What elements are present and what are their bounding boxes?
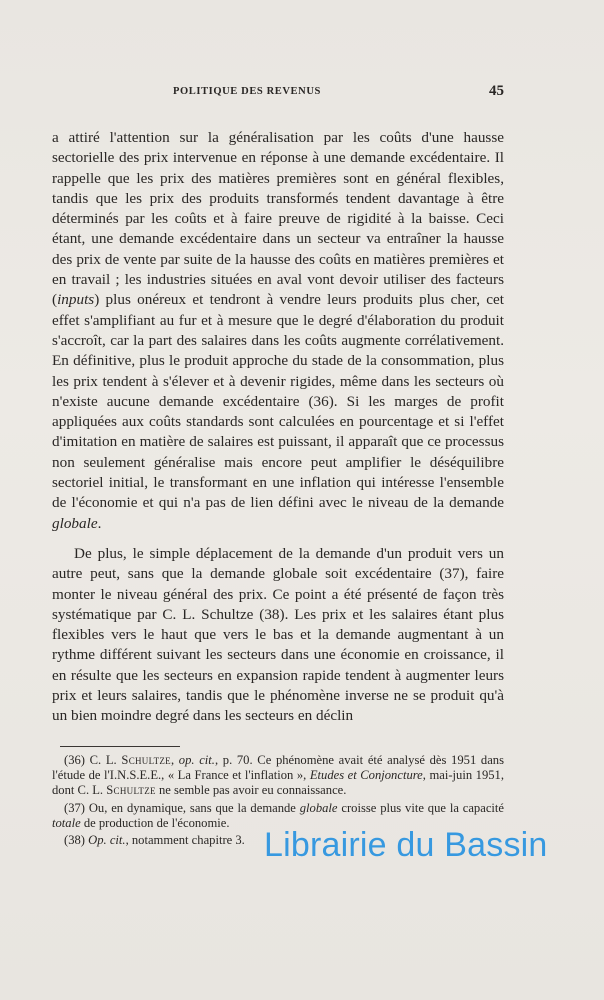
- paragraph-1-part-2: ) plus onéreux et tendront à vendre leurs produits plus cher, cet effet s'amplifiant au fur et à mesure que le degré d'élaboration du produit s'accroît, car la part des salaires dans les coûts augmente corrélativement. En définitive, plus le produit approche du stade de la consommation, plus les prix tendent à s'élever et à devenir rigides, même dans les secteurs où n'existe aucune demande excédentaire (36). Si les marges de profit appliquées aux coûts standards sont calculées en pourcentage et si l'effet d'imitation en matière de salaires est puissant, il apparaît que ce processus non seulement généralise mais encore peut amplifier le déséquilibre sectoriel initial, le transformant en une inflation qui intéresse l'ensemble de l'économie et qui n'a pas de lien défini avec le niveau de la demande: [52, 291, 504, 512]
- fn37-globale: globale: [299, 800, 338, 815]
- seller-watermark: Librairie du Bassin: [264, 826, 548, 864]
- fn38-a: (38): [64, 833, 89, 848]
- paragraph-1-part-1: a attiré l'attention sur la généralisation par les coûts d'une hausse sectorielle des prix intervenue en réponse à une demande excédentaire. Il rappelle que les prix des matières premières sont en général flexibles, tandis que les prix des produits transformés tendent davantage à être déterminés par les coûts et à faire preuve de rigidité à la baisse. Ceci étant, une demande excédentaire dans un secteur va entraîner la hausse des prix de vente par suite de la hausse des coûts en matières premières et en travail ; les industries situées en aval vont devoir utiliser des facteurs (: [52, 129, 504, 309]
- fn36-op-cit: op. cit.: [178, 753, 215, 767]
- footnote-divider: [60, 746, 180, 747]
- fn38-b: , notamment chapitre 3.: [125, 833, 245, 848]
- fn36-e: ne semble pas avoir eu connaissance.: [155, 783, 347, 798]
- body-text: [52, 128, 504, 727]
- running-title: POLITIQUE DES REVENUS: [173, 86, 321, 97]
- fn37-c: de production de l'économie.: [80, 815, 230, 830]
- fn38-op-cit: Op. cit.: [88, 833, 126, 848]
- fn36-author: Schultze: [121, 753, 171, 767]
- footnote-36: [52, 753, 504, 799]
- paragraph-2: De plus, le simple déplacement de la demande d'un produit vers un autre peut, sans que la demande globale soit excédentaire (37), faire monter le niveau général des prix. Ce point a été présenté de façon très systématique par C. L. Schultze (38). Les prix et les salaires étant plus flexibles vers le haut que vers le bas et la demande augmentant à un rythme différent suivant les secteurs dans une économie en croissance, il en résulte que les secteurs en expansion rapide tendent à augmenter leurs prix et leurs salaires, tandis que le phénomène inverse ne se produit qu'à un bien moindre degré dans les secteurs en déclin: [52, 544, 504, 725]
- fn36-author-2: Schultze: [106, 783, 156, 798]
- running-head: [52, 83, 504, 106]
- paragraph-1-part-3: .: [97, 514, 102, 532]
- page-number: 45: [489, 83, 504, 99]
- fn37-totale: totale: [52, 815, 81, 830]
- fn36-journal: Etudes et Conjoncture: [309, 768, 423, 783]
- paragraph-1-emphasis-inputs: inputs: [57, 291, 95, 309]
- fn36-d: , mai-juin 1951, dont C. L.: [52, 768, 504, 798]
- fn37-b: croisse plus vite que la capacité: [337, 800, 504, 815]
- fn36-c: , p. 70. Ce phénomène avait été analysé dès 1951 dans l'étude de l'I.N.S.E.E., « La France et l'inflation »,: [52, 753, 504, 783]
- paragraph-1: [52, 128, 504, 534]
- fn37-a: (37) Ou, en dynamique, sans que la demande: [64, 800, 300, 815]
- paragraph-1-emphasis-globale: globale: [52, 514, 98, 532]
- fn36-b: ,: [170, 753, 179, 767]
- fn36-a: (36) C. L.: [64, 753, 122, 767]
